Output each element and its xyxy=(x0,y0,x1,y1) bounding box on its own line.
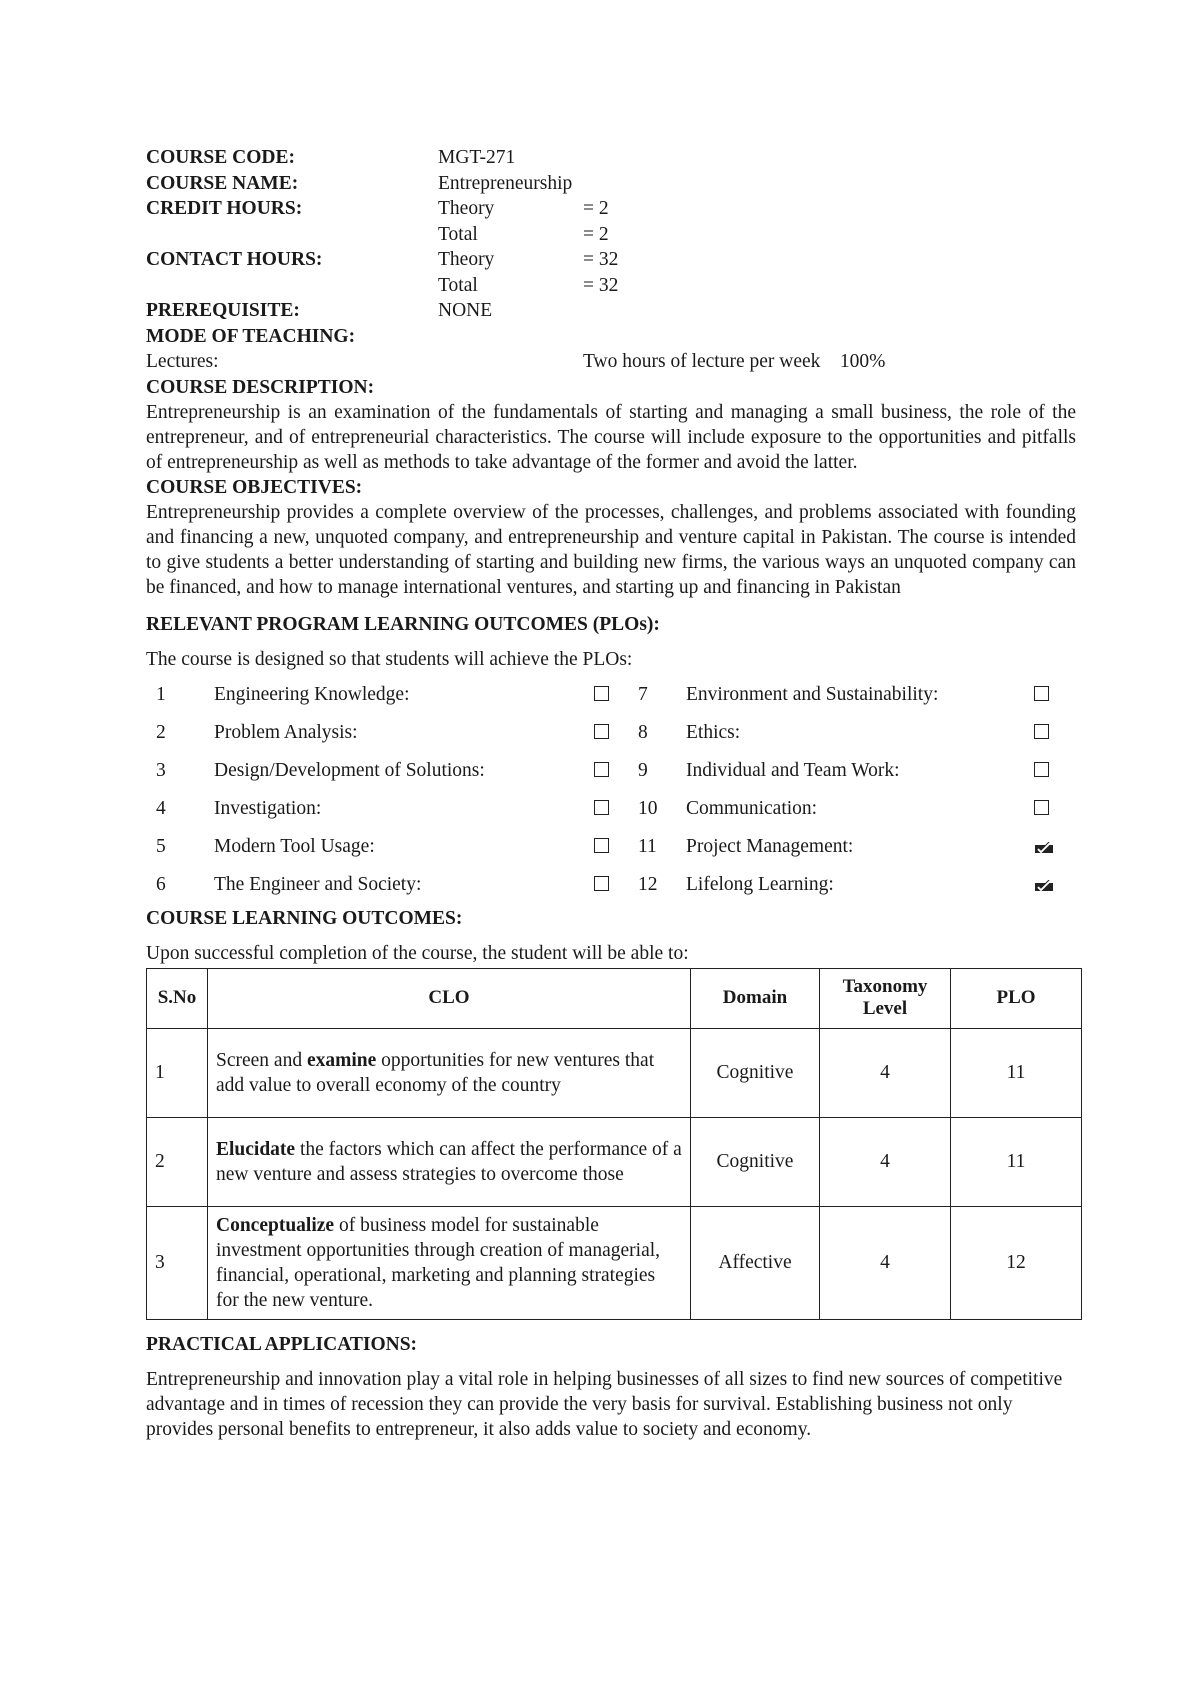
course-objectives-heading: COURSE OBJECTIVES: xyxy=(146,476,363,498)
plo-label: Engineering Knowledge: xyxy=(214,683,410,705)
plo-label: Environment and Sustainability: xyxy=(686,683,939,705)
plo-label: Individual and Team Work: xyxy=(686,759,900,781)
credit-hours-label: CREDIT HOURS: xyxy=(146,198,303,219)
clo-sno: 2 xyxy=(147,1117,208,1206)
prerequisite-value: NONE xyxy=(438,300,493,321)
plo-label: The Engineer and Society: xyxy=(214,873,422,895)
domain-header: Domain xyxy=(691,968,820,1028)
plo-number: 12 xyxy=(638,873,658,895)
course-code-row xyxy=(146,145,1076,171)
clo-taxonomy-level: 4 xyxy=(820,1028,951,1117)
clo-row xyxy=(147,1117,1082,1206)
plo-number: 1 xyxy=(156,683,166,705)
plo-row xyxy=(146,720,1076,758)
plo-number: 7 xyxy=(638,683,648,705)
plo-row xyxy=(146,834,1076,872)
sno-header: S.No xyxy=(147,968,208,1028)
clo-sno: 3 xyxy=(147,1206,208,1319)
clo-sno: 1 xyxy=(147,1028,208,1117)
plo-label: Problem Analysis: xyxy=(214,721,358,743)
prerequisite-row xyxy=(146,298,1076,324)
course-name-label: COURSE NAME: xyxy=(146,172,299,194)
clo-text-post: opportunities for new ventures that add value to overall economy of the country xyxy=(216,1049,655,1096)
clo-text xyxy=(208,1206,691,1319)
contact-theory-label: Theory xyxy=(438,249,495,270)
plo-label: Investigation: xyxy=(214,797,322,819)
course-description-heading: COURSE DESCRIPTION: xyxy=(146,376,375,398)
credit-total-label: Total xyxy=(438,223,478,245)
clo-header: CLO xyxy=(208,968,691,1028)
plo-number: 2 xyxy=(156,721,166,743)
taxonomy-level-header: Taxonomy Level xyxy=(820,968,951,1028)
contact-hours-label: CONTACT HOURS: xyxy=(146,249,323,270)
clo-taxonomy-level: 4 xyxy=(820,1117,951,1206)
plo-label: Modern Tool Usage: xyxy=(214,835,375,857)
credit-hours-total-row xyxy=(146,222,1076,248)
credit-total-value: = 2 xyxy=(583,223,609,245)
plo-number: 9 xyxy=(638,759,648,781)
contact-theory-value: = 32 xyxy=(583,249,619,270)
course-code-value: MGT-271 xyxy=(438,147,516,168)
clo-table-header xyxy=(147,968,1082,1028)
plo-number: 5 xyxy=(156,835,166,857)
course-info-block xyxy=(146,145,1076,375)
clo-text-post: of business model for sustainable investment opportunities through creation of managerial, financial, operational, marketing and planning strategies for the new venture. xyxy=(216,1214,661,1311)
plo-number: 10 xyxy=(638,797,658,819)
contact-total-label: Total xyxy=(438,274,478,296)
clo-table xyxy=(146,968,1082,1320)
plo-number: 6 xyxy=(156,873,166,895)
plo-number: 4 xyxy=(156,797,166,819)
plo-label: Design/Development of Solutions: xyxy=(214,759,485,781)
practical-applications-text: Entrepreneurship and innovation play a vital role in helping businesses of all sizes to find new sources of competitive advantage and in times of recession they can provide the very basis for survival. Establishing business not only provides personal benefits to entrepreneur, it also adds value to society and economy. xyxy=(146,1368,1063,1440)
lectures-value: Two hours of lecture per week 100% xyxy=(583,351,886,372)
plo-number: 11 xyxy=(638,835,657,857)
plo-label: Lifelong Learning: xyxy=(686,873,834,895)
clo-text-pre: Screen and xyxy=(216,1049,307,1071)
clo-domain: Cognitive xyxy=(691,1117,820,1206)
lectures-row xyxy=(146,349,1076,375)
plo-header: PLO xyxy=(951,968,1082,1028)
credit-hours-theory-row xyxy=(146,196,1076,222)
plo-row xyxy=(146,796,1076,834)
plo-number: 8 xyxy=(638,721,648,743)
clo-verb: Conceptualize xyxy=(216,1214,335,1236)
clo-text xyxy=(208,1028,691,1117)
course-objectives-text: Entrepreneurship provides a complete overview of the processes, challenges, and problems associated with founding and financing a new, unquoted company, and entrepreneurship and venture capital in Pakistan. The course is intended to give students a better understanding of starting and building new firms, the various ways an unquoted company can be financed, and how to manage international ventures, and starting up and financing in Pakistan xyxy=(146,501,1076,598)
prerequisite-label: PREREQUISITE: xyxy=(146,300,300,321)
contact-hours-theory-row xyxy=(146,247,1076,273)
lectures-label: Lectures: xyxy=(146,351,219,372)
plo-label: Ethics: xyxy=(686,721,741,743)
clo-domain: Affective xyxy=(691,1206,820,1319)
clo-verb: Elucidate xyxy=(216,1138,296,1160)
clo-text xyxy=(208,1117,691,1206)
checked-box-icon xyxy=(1034,834,1054,861)
clo-verb: examine xyxy=(306,1049,377,1071)
plos-intro: The course is designed so that students will achieve the PLOs: xyxy=(146,648,633,670)
plo-label: Project Management: xyxy=(686,835,854,857)
mode-of-teaching-label: MODE OF TEACHING: xyxy=(146,325,356,347)
contact-total-value: = 32 xyxy=(583,274,619,296)
contact-hours-total-row xyxy=(146,273,1076,299)
credit-theory-value: = 2 xyxy=(583,198,609,219)
mode-of-teaching-row xyxy=(146,324,1076,350)
clo-row xyxy=(147,1028,1082,1117)
plo-list xyxy=(146,682,1076,910)
clo-plo: 11 xyxy=(951,1028,1082,1117)
plo-number: 3 xyxy=(156,759,166,781)
credit-theory-label: Theory xyxy=(438,198,495,219)
clo-taxonomy-level: 4 xyxy=(820,1206,951,1319)
course-description-text: Entrepreneurship is an examination of the fundamentals of starting and managing a small business, the role of the entrepreneur, and of entrepreneurial characteristics. The course will include exposure to the opportunities and pitfalls of entrepreneurship as well as methods to take advantage of the former and avoid the latter. xyxy=(146,401,1076,473)
plo-row xyxy=(146,682,1076,720)
course-code-label: COURSE CODE: xyxy=(146,147,295,168)
course-name-value: Entrepreneurship xyxy=(438,172,573,194)
plo-row xyxy=(146,758,1076,796)
clos-intro: Upon successful completion of the course, the student will be able to: xyxy=(146,942,689,964)
clo-domain: Cognitive xyxy=(691,1028,820,1117)
checked-box-icon xyxy=(1034,872,1054,899)
plo-label: Communication: xyxy=(686,797,818,819)
clo-plo: 11 xyxy=(951,1117,1082,1206)
course-outline-page xyxy=(146,145,1076,1442)
plo-row xyxy=(146,872,1076,910)
clo-text-post: the factors which can affect the performance of a new venture and assess strategies to overcome those xyxy=(216,1138,682,1185)
clos-heading: COURSE LEARNING OUTCOMES: xyxy=(146,907,463,929)
practical-applications-heading: PRACTICAL APPLICATIONS: xyxy=(146,1333,418,1355)
clo-row xyxy=(147,1206,1082,1319)
course-name-row xyxy=(146,171,1076,197)
plos-heading: RELEVANT PROGRAM LEARNING OUTCOMES (PLOs): xyxy=(146,613,660,635)
clo-plo: 12 xyxy=(951,1206,1082,1319)
